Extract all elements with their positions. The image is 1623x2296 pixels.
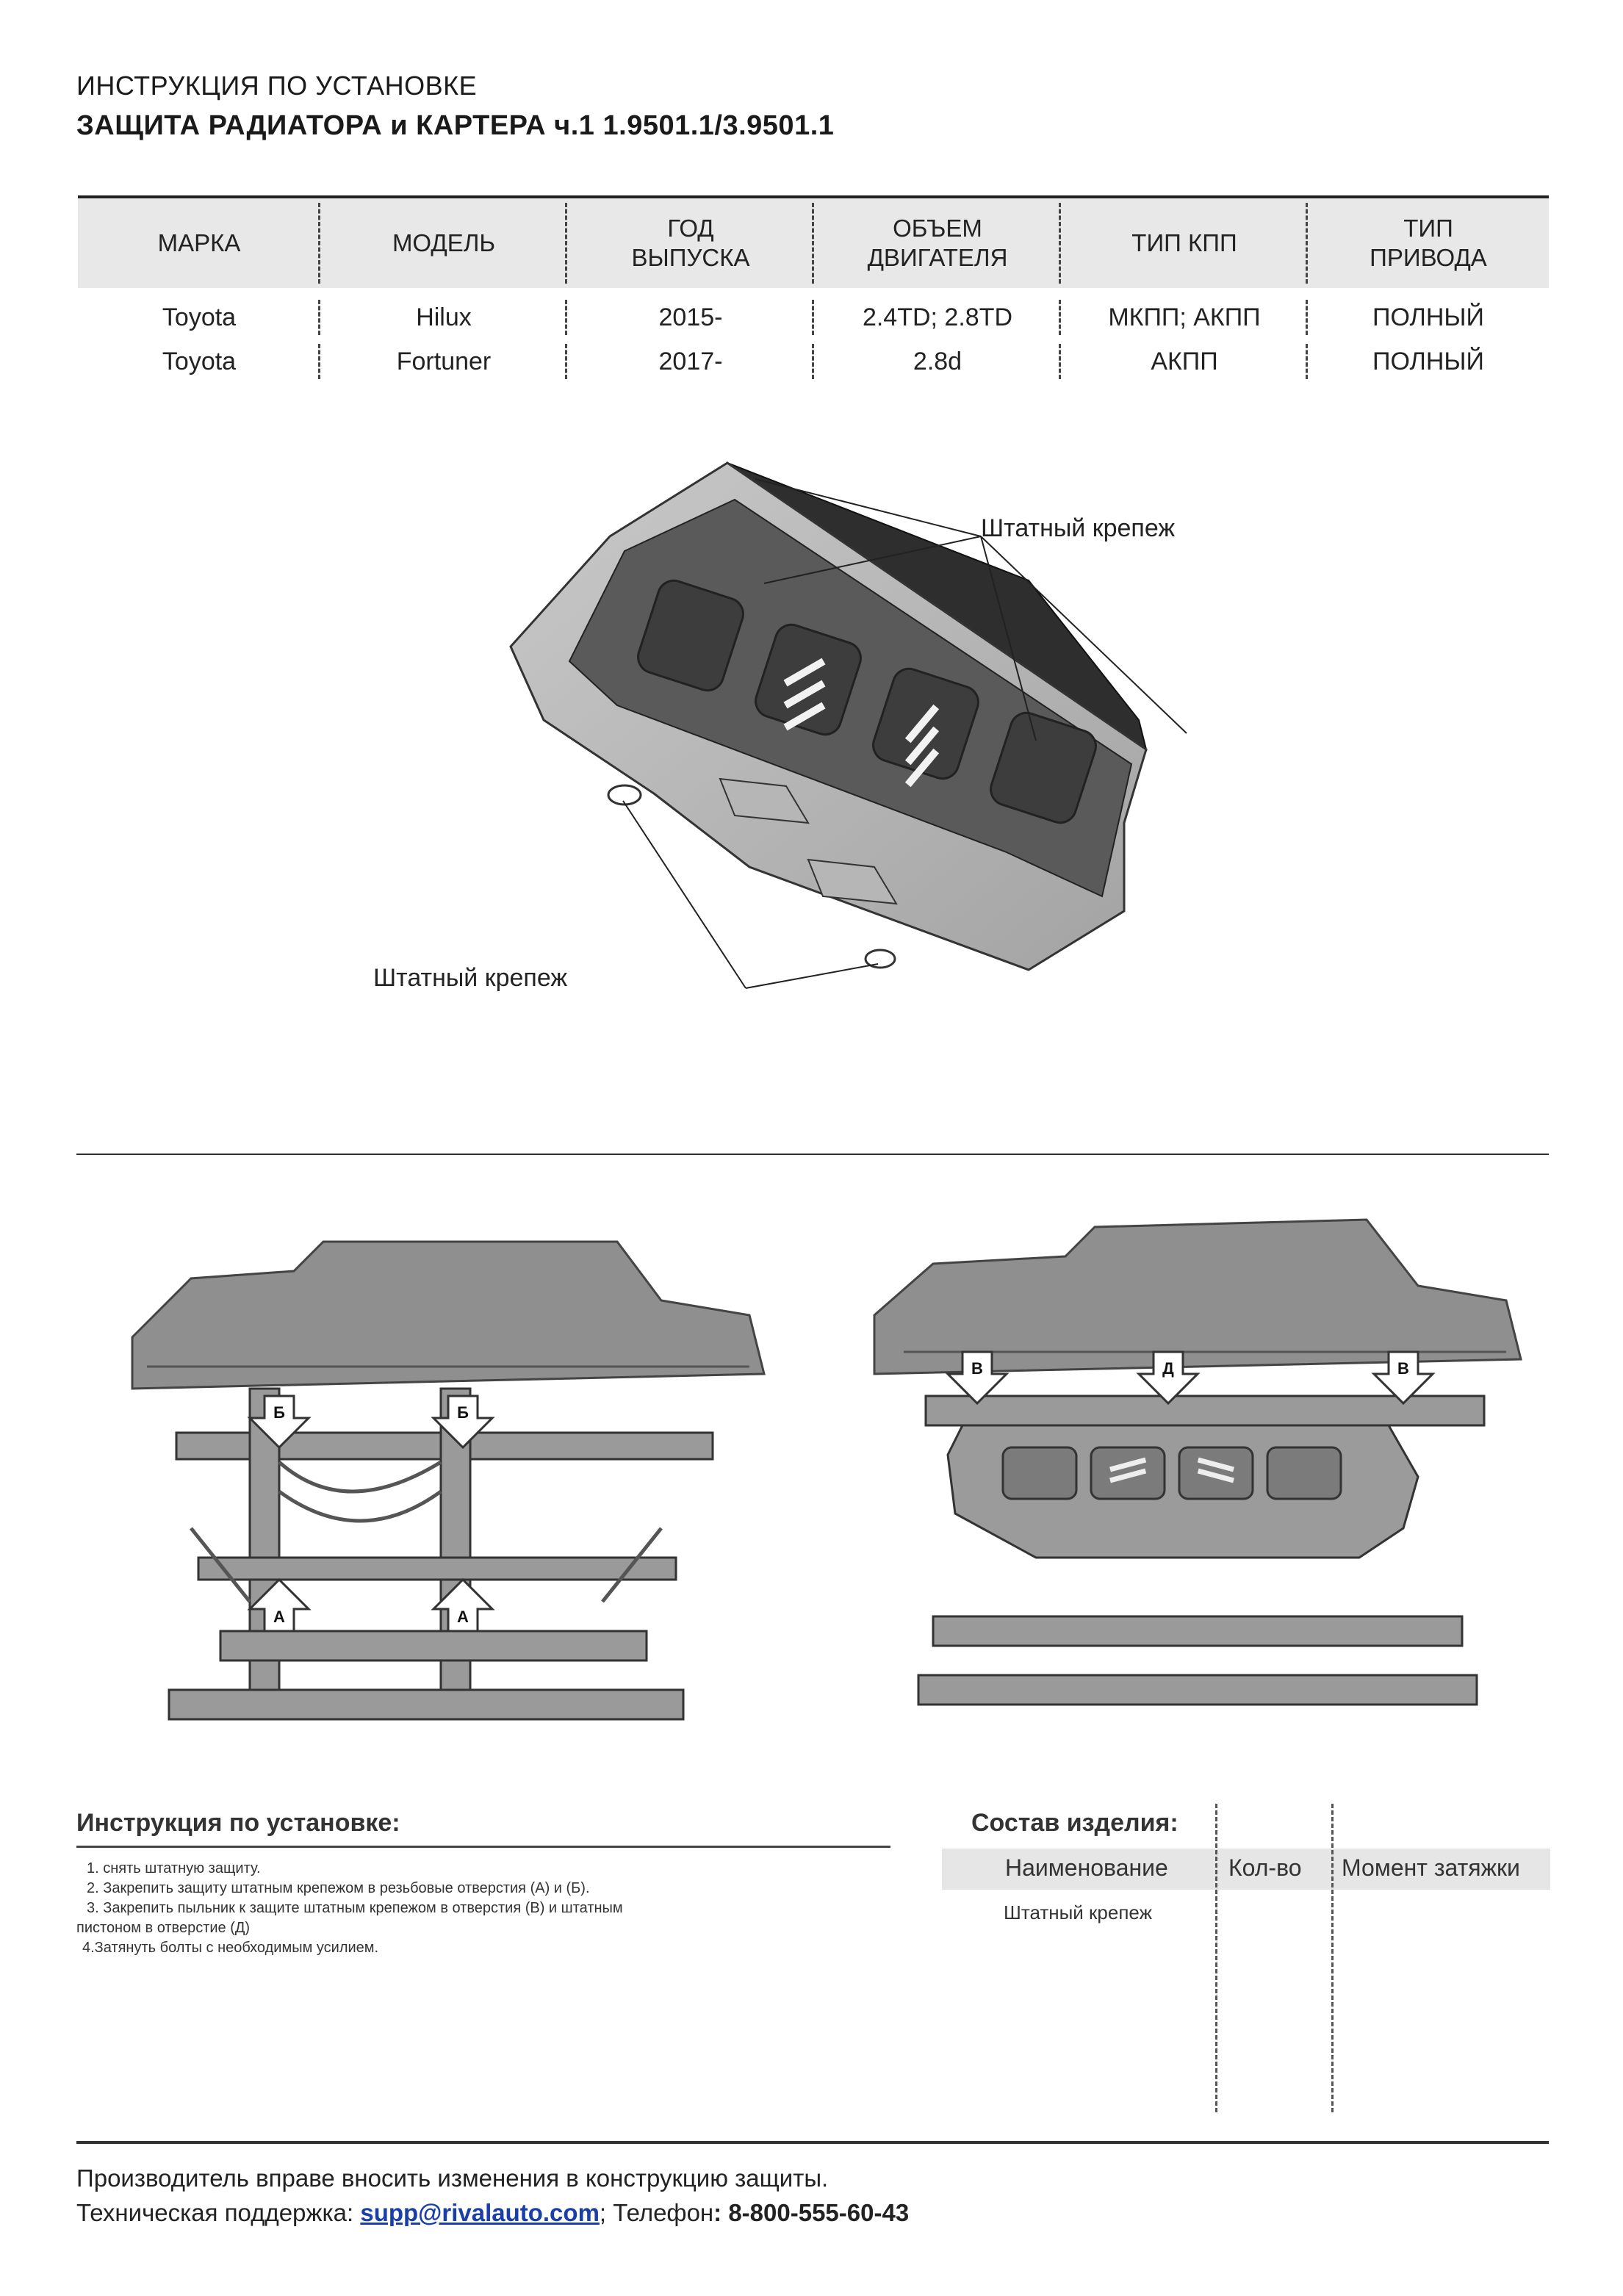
- table-cell: 2015-: [567, 295, 814, 339]
- marker-a-right: А: [457, 1608, 469, 1626]
- doc-title: ИНСТРУКЦИЯ ПО УСТАНОВКЕ: [76, 71, 478, 101]
- table-row: [78, 295, 1549, 339]
- header-cell: МОДЕЛЬ: [320, 198, 567, 288]
- instruction-step: 1. снять штатную защиту.: [87, 1860, 261, 1876]
- marker-b-right: Б: [457, 1403, 469, 1422]
- marker-v-left: В: [971, 1359, 983, 1378]
- marker-a-left: А: [273, 1608, 285, 1626]
- mounting-diagram-v-d: [860, 1205, 1536, 1734]
- footer-disclaimer: Производитель вправе вносить изменения в конструкцию защиты.: [76, 2164, 829, 2192]
- header-cell: ТИП КПП: [1061, 198, 1308, 288]
- table-cell: 2.8d: [814, 339, 1061, 384]
- support-label: Техническая поддержка:: [76, 2199, 361, 2226]
- table-cell: 2017-: [567, 339, 814, 384]
- instructions-rule: [76, 1846, 890, 1848]
- table-cell: ПОЛНЫЙ: [1372, 303, 1484, 331]
- table-cell: ПОЛНЫЙ: [1372, 347, 1484, 375]
- table-cell: Fortuner: [320, 339, 567, 384]
- marker-v-right: В: [1397, 1359, 1409, 1378]
- instructions-list: [76, 1859, 885, 1958]
- spec-table: [78, 195, 1549, 384]
- table-cell: Toyota: [78, 339, 320, 384]
- table-body: [78, 288, 1549, 384]
- instruction-step: 2. Закрепить защиту штатным крепежом в резьбовые отверстия (А) и (Б).: [87, 1880, 590, 1896]
- support-phone: : 8-800-555-60-43: [713, 2199, 910, 2226]
- footer-rule: [76, 2141, 1549, 2144]
- phone-label: ; Телефон: [599, 2199, 714, 2226]
- callout-bottom: Штатный крепеж: [373, 964, 568, 992]
- composition-item: Штатный крепеж: [1004, 1901, 1152, 1923]
- marker-b-left: Б: [273, 1403, 285, 1422]
- mounting-diagram-a-b: [103, 1220, 779, 1749]
- instruction-step: пистоном в отверстие (Д): [76, 1920, 251, 1936]
- footer-support: [76, 2199, 909, 2227]
- composition-col-torque: Момент затяжки: [1342, 1854, 1520, 1881]
- header-cell: ТИП ПРИВОДА: [1370, 215, 1487, 271]
- marker-d: Д: [1162, 1359, 1174, 1378]
- composition-col-name: Наименование: [1005, 1854, 1168, 1881]
- skid-plate-illustration: [373, 441, 1322, 1087]
- instruction-step: 3. Закрепить пыльник к защите штатным крепежом в отверстия (В) и штатным: [87, 1900, 623, 1916]
- section-divider: [76, 1154, 1549, 1155]
- table-cell: Hilux: [320, 295, 567, 339]
- table-cell: 2.4TD; 2.8TD: [814, 295, 1061, 339]
- header-cell: ГОД ВЫПУСКА: [567, 198, 814, 288]
- doc-subtitle: ЗАЩИТА РАДИАТОРА и КАРТЕРА ч.1 1.9501.1/3.9501.1: [76, 110, 835, 141]
- table-row: [78, 339, 1549, 384]
- support-email-link[interactable]: supp@rivalauto.com: [360, 2199, 600, 2226]
- table-header-row: [78, 198, 1549, 288]
- table-cell: МКПП; АКПП: [1061, 295, 1308, 339]
- instructions-title: Инструкция по установке:: [76, 1809, 400, 1837]
- composition-separator: [1331, 1804, 1334, 2112]
- callout-top: Штатный крепеж: [981, 514, 1176, 542]
- table-cell: Toyota: [78, 295, 320, 339]
- header-cell: МАРКА: [78, 198, 320, 288]
- composition-col-qty: Кол-во: [1228, 1854, 1302, 1881]
- table-cell: АКПП: [1061, 339, 1308, 384]
- composition-title: Состав изделия:: [971, 1809, 1178, 1837]
- composition-separator: [1215, 1804, 1217, 2112]
- instruction-step: 4.Затянуть болты с необходимым усилием.: [82, 1940, 379, 1956]
- header-cell: ОБЪЕМ ДВИГАТЕЛЯ: [814, 198, 1061, 288]
